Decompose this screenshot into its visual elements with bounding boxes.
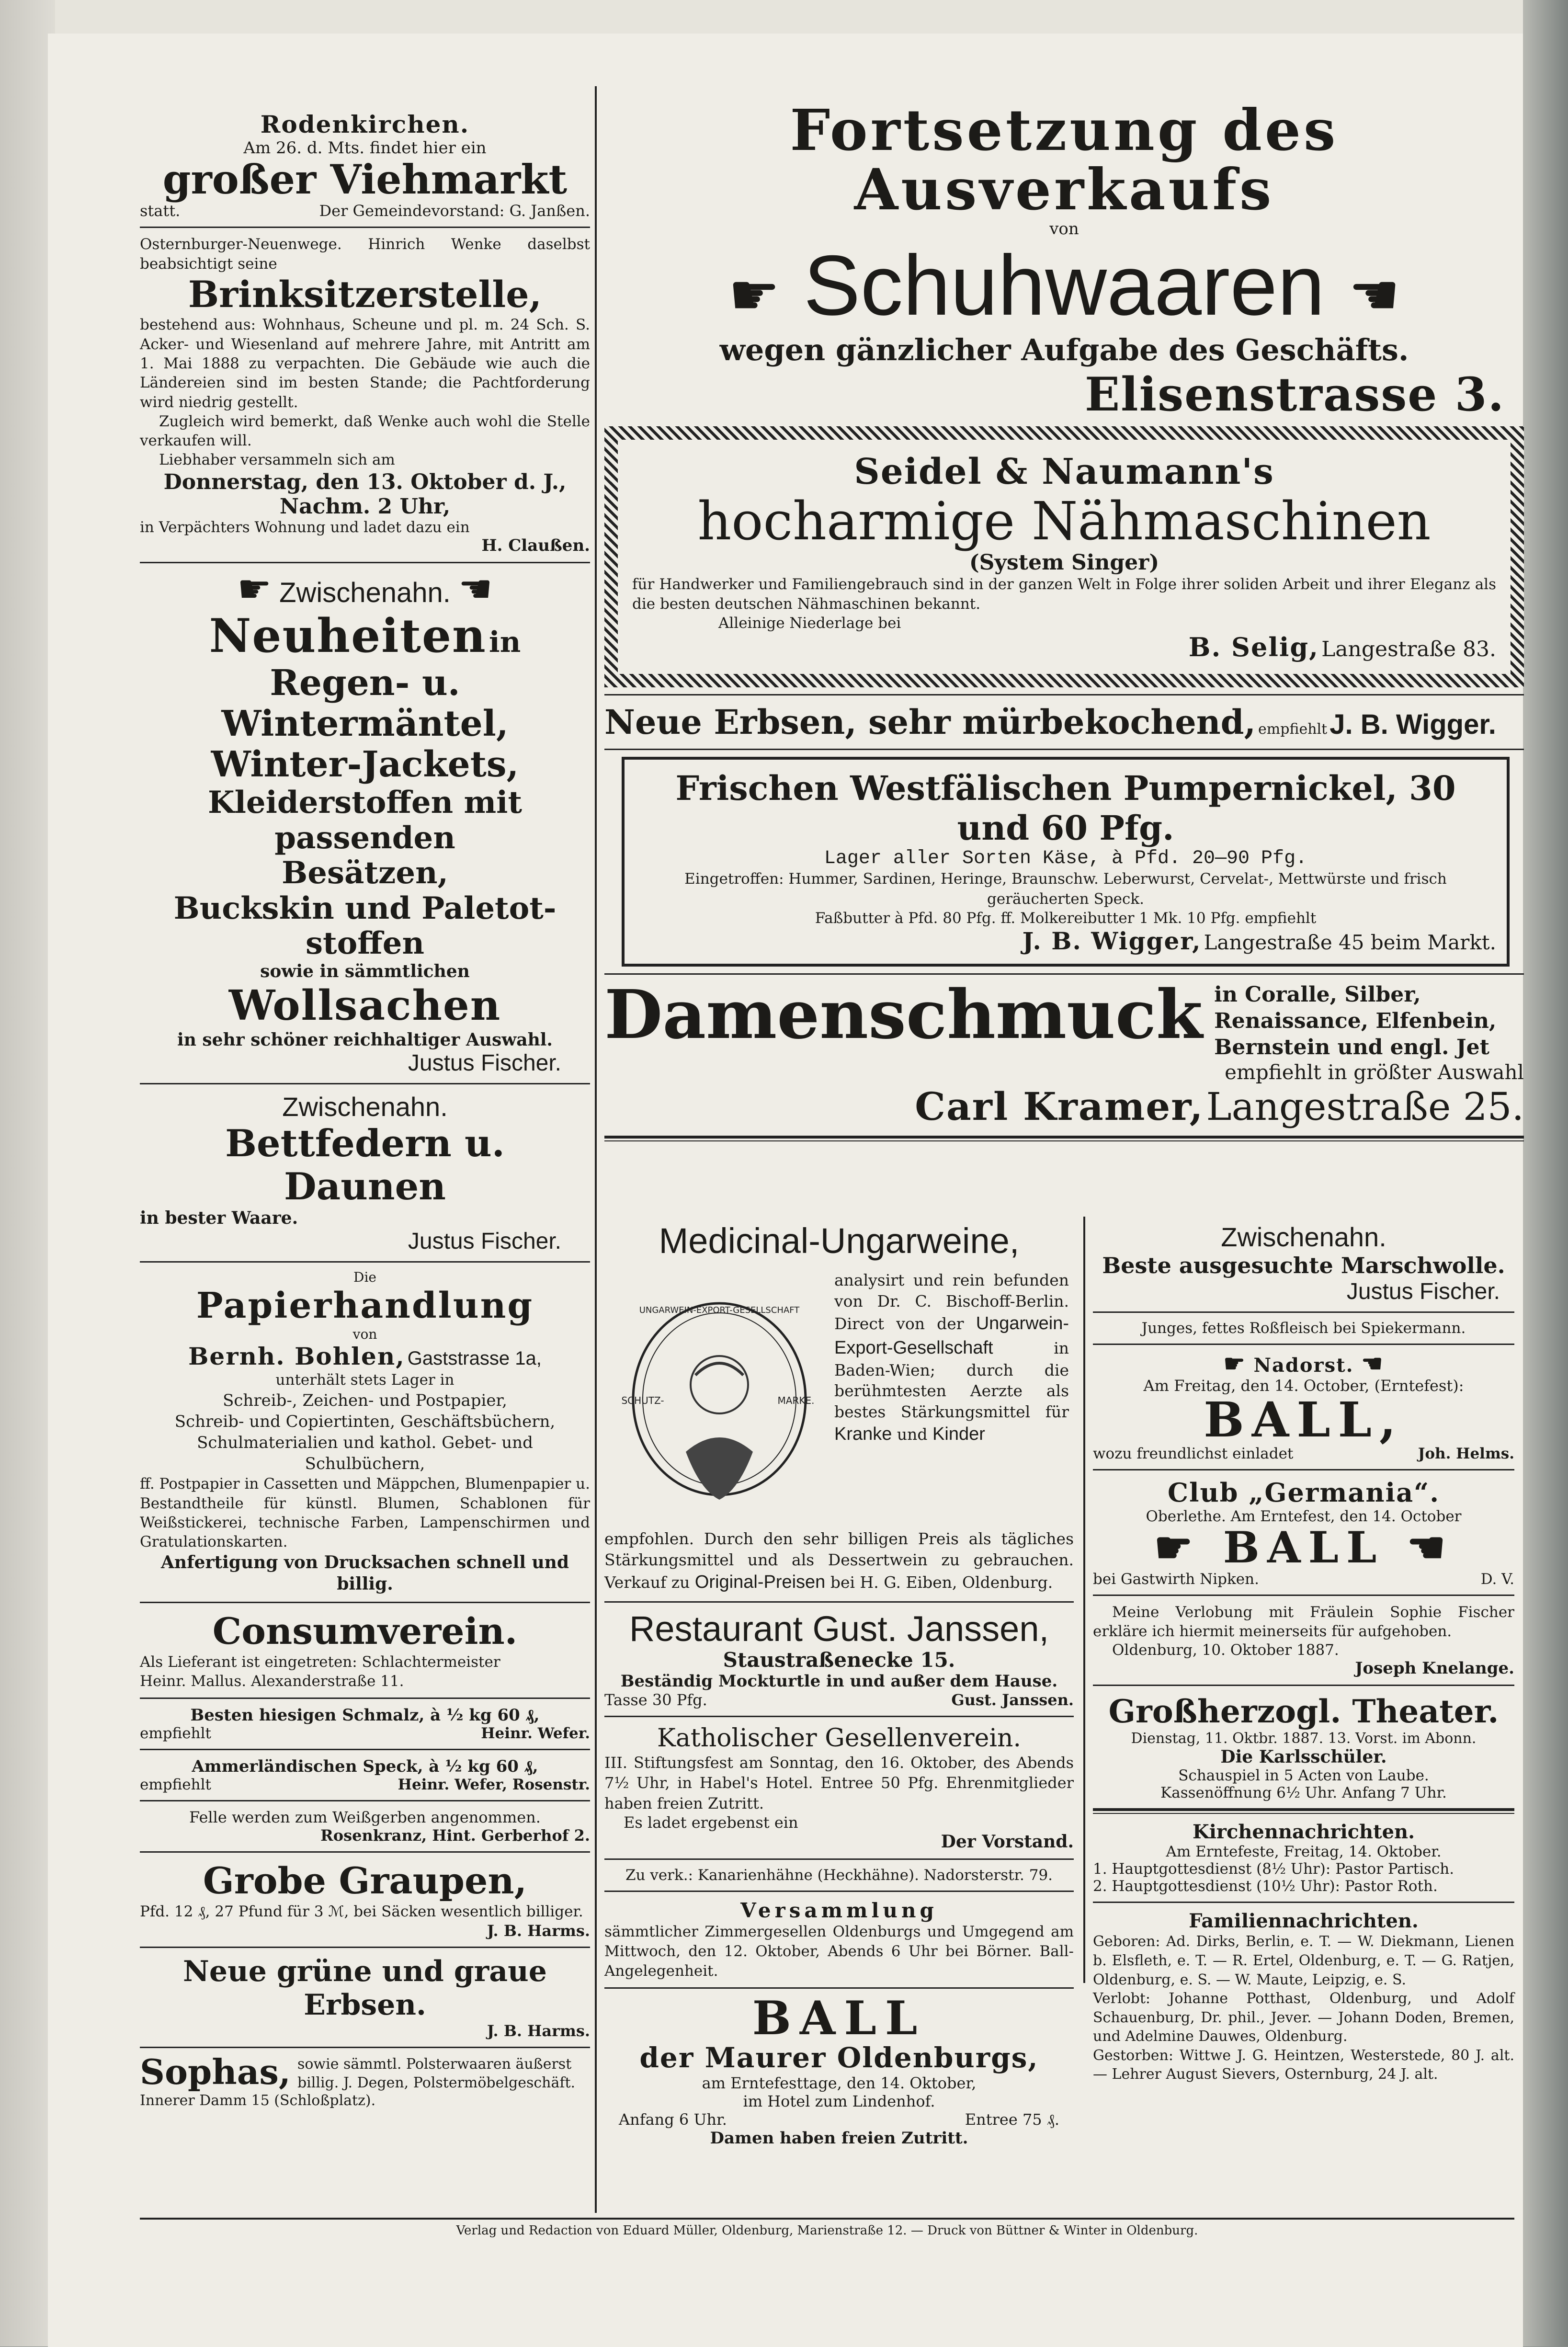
ad-text: Kinder <box>932 1424 985 1445</box>
ad-text: für Handwerker und Familiengebrauch sind in der ganzen Welt in Folge ihrer soliden Arbeit und ihrer Eleganz als die besten deutschen Nähmaschinen bekannt. <box>632 575 1496 613</box>
ad-text: Am Erntefeste, Freitag, 14. Oktober. <box>1166 1843 1442 1861</box>
ad-schuhwaaren <box>604 97 1524 422</box>
ad-headline: Neue Erbsen, sehr mürbekochend, <box>604 702 1256 742</box>
ad-address: Staustraßenecke 15. <box>723 1648 955 1672</box>
ad-signature: Heinr. Wefer. <box>481 1725 590 1743</box>
divider <box>140 562 590 563</box>
ad-place: Zwischenahn. <box>1221 1222 1386 1252</box>
ad-signature: Justus Fischer. <box>408 1229 561 1254</box>
ad-signature: Der Vorstand. <box>941 1831 1074 1852</box>
ad-place: Nadorst. <box>1253 1354 1354 1377</box>
ad-headline: BALL <box>752 1991 926 2046</box>
ad-text: in Coralle, Silber, Renaissance, Elfenbein, Bernstein und engl. Jet <box>1214 982 1497 1060</box>
ad-headline-large: Schuhwaaren <box>803 237 1325 333</box>
ad-restaurant-janssen <box>604 1609 1074 1709</box>
ad-papierhandlung <box>140 1269 590 1595</box>
divider <box>604 1601 1074 1603</box>
ad-text: Heinr. Mallus. Alexanderstraße 11. <box>140 1672 404 1690</box>
ad-date: Donnerstag, den 13. Oktober d. J., <box>163 469 567 494</box>
ad-text: Original-Preisen <box>694 1572 826 1593</box>
ad-line: Lager aller Sorten Käse, à Pfd. 20—90 Pfg. <box>824 848 1307 870</box>
pointing-hand-left-icon: ☚ <box>1361 1349 1384 1378</box>
ad-headline: Fortsetzung des Ausverkaufs <box>790 97 1339 223</box>
ad-text: bestehend aus: Wohnhaus, Scheune und pl. m. 24 Sch. S. Acker- und Wiesenland auf mehrere Jahre, mit Antritt am 1. Mai 1888 zu verpachten. Die Gebäude wie auch die Ländereien sind im besten Stande; die Pachtforderung wird niedrig gestellt. <box>140 316 590 411</box>
ad-signature: Rosenkranz, Hint. Gerberhof 2. <box>320 1826 590 1845</box>
ad-line: Regen- u. Wintermäntel, <box>221 662 509 744</box>
ad-text: am Erntefesttage, den 14. Oktober, <box>702 2074 977 2093</box>
ad-fischer-marschwolle <box>1093 1221 1514 1305</box>
divider <box>604 1891 1074 1892</box>
ad-signature: B. Selig, <box>1188 632 1319 663</box>
left-column <box>140 110 590 2109</box>
ad-brinksitzerstelle <box>140 235 590 555</box>
ad-text: empfiehlt <box>1258 721 1328 738</box>
ad-text: ff. Postpapier in Cassetten und Mäppchen, Blumenpapier u. Bestandtheile für künstl. Blumen, Schablonen für Weißstickerei, technische Farben, Lampenschirmen und Gratulationskarten. <box>140 1475 590 1551</box>
ad-headline: Sophas, <box>140 2051 291 2092</box>
ad-line: Besten hiesigen Schmalz, à ½ kg 60 ₰, <box>190 1706 540 1725</box>
ad-text: Faßbutter à Pfd. 80 Pfg. ff. Molkereibutter 1 Mk. 10 Pfg. empfiehlt <box>815 909 1317 927</box>
ad-text: Entree 75 ₰. <box>965 2110 1059 2129</box>
ad-headline: hocharmige Nähmaschinen <box>697 490 1431 552</box>
ad-headline: Consumverein. <box>212 1609 518 1652</box>
ad-signature: Justus Fischer. <box>408 1050 561 1076</box>
ad-versammlung <box>604 1899 1074 1981</box>
divider <box>604 694 1524 695</box>
right-column <box>604 97 1524 1148</box>
ad-text: Am Freitag, den 14. October, (Erntefest): <box>1143 1377 1464 1395</box>
ad-headline: großer Viehmarkt <box>162 156 568 203</box>
ad-text: Tasse 30 Pfg. <box>604 1691 707 1709</box>
ad-line: unterhält stets Lager in <box>275 1371 454 1389</box>
divider <box>604 1136 1524 1141</box>
ad-line: stoffen <box>305 925 425 962</box>
ad-name: Bernh. Bohlen, <box>188 1342 405 1371</box>
ad-text: in Verpächters Wohnung und ladet dazu ein <box>140 518 470 536</box>
ad-text: Beständig Mockturtle in und außer dem Hause. <box>620 1672 1058 1691</box>
ad-line: von <box>352 1326 377 1343</box>
ad-line: wegen gänzlicher Aufgabe des Geschäfts. <box>719 332 1409 367</box>
ad-text: Kassenöffnung 6½ Uhr. Anfang 7 Uhr. <box>1160 1784 1447 1802</box>
divider <box>140 227 590 228</box>
ad-sophas <box>140 2051 590 2092</box>
ad-damenschmuck <box>604 975 1524 1129</box>
ad-headline: Papierhandlung <box>196 1285 534 1327</box>
ad-text: Liebhaber versammeln sich am <box>159 451 395 469</box>
ad-place: Zwischenahn. <box>282 1092 448 1122</box>
ad-line: Besätzen, <box>282 855 448 891</box>
ad-text: sämmtlicher Zimmergesellen Oldenburgs und Umgegend am Mittwoch, den 12. Oktober, Abends 6 Uhr bei Börner. Ball-Angelegenheit. <box>604 1923 1074 1980</box>
ad-kirchennachrichten <box>1093 1821 1514 1895</box>
ad-signature: Joseph Knelange. <box>1355 1659 1514 1678</box>
footer-rule <box>140 2218 1514 2220</box>
ad-wigger-pumpernickel <box>622 757 1510 967</box>
ad-theater <box>1093 1693 1514 1801</box>
ad-line: in bester Waare. <box>140 1208 298 1229</box>
ad-line: Anfertigung von Drucksachen schnell und billig. <box>161 1552 569 1594</box>
divider <box>1093 1344 1514 1345</box>
ad-headline: Bettfedern u. Daunen <box>225 1122 505 1208</box>
ad-headline: Neuheiten <box>209 608 487 663</box>
section-heading: Kirchennachrichten. <box>1192 1821 1415 1844</box>
ad-text: sowie sämmtl. Polsterwaaren äußerst billig. J. Degen, Polstermöbelgeschäft. <box>297 2055 576 2091</box>
ad-text: analysirt und rein befunden von Dr. C. Bischoff-Berlin. Direct von der <box>834 1271 1069 1333</box>
pointing-hand-left-icon: ☚ <box>1348 262 1400 327</box>
ad-headline: Brinksitzerstelle, <box>188 273 542 316</box>
divider <box>1093 1808 1514 1814</box>
ad-text: Kranke <box>834 1424 892 1445</box>
ad-address: Innerer Damm 15 (Schloßplatz). <box>140 2092 376 2109</box>
ad-club-germania <box>1093 1477 1514 1588</box>
ad-headline: Medicinal-Ungarweine, <box>659 1221 1020 1261</box>
ad-text: Pfd. 12 ₰, 27 Pfund für 3 ℳ, bei Säcken wesentlich billiger. <box>140 1903 583 1921</box>
section-heading: Familiennachrichten. <box>1189 1910 1419 1933</box>
ad-line: Damen haben freien Zutritt. <box>710 2129 968 2148</box>
ad-address: Langestraße 25. <box>1206 1084 1524 1129</box>
ad-text: bei Gastwirth Nipken. <box>1093 1570 1259 1588</box>
ad-signature: Joh. Helms. <box>1418 1445 1514 1462</box>
ad-familiennachrichten <box>1093 1910 1514 2084</box>
ad-heading: Rodenkirchen. <box>260 110 470 138</box>
ad-text: empfiehlt <box>140 1776 211 1794</box>
ad-line: in sehr schöner reichhaltiger Auswahl. <box>177 1030 553 1050</box>
ad-line: Ammerländischen Speck, à ½ kg 60 ₰, <box>192 1757 538 1777</box>
ad-gesellenverein <box>604 1724 1074 1852</box>
ad-signature: Justus Fischer. <box>1346 1279 1500 1304</box>
ad-headline: Grobe Graupen, <box>203 1859 527 1903</box>
divider <box>604 973 1524 975</box>
ad-naehmaschinen <box>604 426 1524 688</box>
ad-text: Schauspiel in 5 Acten von Laube. <box>1178 1767 1429 1785</box>
ad-line: Winter-Jackets, <box>211 743 519 785</box>
ad-signature: H. Claußen. <box>481 535 590 555</box>
ad-consumverein <box>140 1610 590 1845</box>
pointing-hand-right-icon: ☛ <box>728 262 780 327</box>
ad-ball: BALL <box>1223 1522 1385 1573</box>
divider <box>1093 1469 1514 1470</box>
ad-time: Nachm. 2 Uhr, <box>279 494 451 519</box>
ad-text: im Hotel zum Lindenhof. <box>743 2092 935 2111</box>
ad-line: Schulmaterialien und kathol. Gebet- und <box>197 1433 533 1453</box>
ad-text: Anfang 6 Uhr. <box>619 2110 727 2129</box>
ad-text: in <box>489 625 521 659</box>
ad-signature: Carl Kramer, <box>915 1083 1204 1129</box>
ad-line: Schreib- und Copiertinten, Geschäftsbüchern, <box>174 1412 556 1431</box>
ad-signature: Gust. Janssen. <box>951 1691 1074 1709</box>
ad-headline: Katholischer Gesellenverein. <box>657 1724 1021 1753</box>
ad-text: empfiehlt <box>140 1725 211 1743</box>
divider <box>1093 1685 1514 1686</box>
ad-text: in Baden-Wien; durch die berühmtesten Aerzte als bestes Stärkungsmittel für <box>834 1338 1069 1421</box>
ad-text: Zugleich wird bemerkt, daß Wenke auch wohl die Stelle verkaufen will. <box>140 412 590 450</box>
seal-label: MARKE. <box>777 1395 815 1407</box>
ad-text: Eingetroffen: Hummer, Sardinen, Heringe, Braunschw. Leberwurst, Cervelat-, Mettwürste und frisch geräucherten Speck. <box>684 870 1447 908</box>
ad-line: Buckskin und Paletot- <box>173 890 557 926</box>
ad-address: Langestraße 45 beim Markt. <box>1204 930 1496 954</box>
ad-text: bei H. G. Eiben, Oldenburg. <box>830 1573 1053 1592</box>
ad-line: von <box>1049 219 1079 239</box>
ad-text: empfohlen. Durch den sehr billigen Preis als tägliches Stärkungsmittel und als Dessertwein zu gebrauchen. Verkauf zu <box>604 1529 1074 1592</box>
ad-text: Meine Verlobung mit Fräulein Sophie Fischer erkläre ich hiermit meinerseits für aufgehoben. <box>1093 1603 1514 1641</box>
divider <box>1093 1311 1514 1313</box>
sub-column-rule <box>1083 1217 1085 1983</box>
ad-text: und <box>897 1425 928 1444</box>
ad-headline: Beste ausgesuchte Marschwolle. <box>1102 1253 1505 1278</box>
ad-text: Am 26. d. Mts. findet hier ein <box>243 138 487 158</box>
ad-line: Schulbüchern, <box>305 1454 425 1474</box>
ad-address: Langestraße 83. <box>1321 637 1496 662</box>
ad-line: sowie in sämmtlichen <box>260 961 470 981</box>
divider <box>604 749 1524 750</box>
divider <box>140 1749 590 1750</box>
ad-headline: Damenschmuck <box>604 975 1203 1054</box>
ad-text: Verlobt: Johanne Potthast, Oldenburg, und Adolf Schauenburg, Dr. phil., Jever. — Johann Doden, Bremen, und Adelmine Dauwes, Oldenburg. <box>1093 1990 1514 2045</box>
divider <box>140 1602 590 1603</box>
ad-line: Die <box>353 1269 376 1286</box>
pointing-hand-left-icon: ☚ <box>1407 1522 1454 1573</box>
ad-text: Alleinige Niederlage bei <box>718 615 901 632</box>
ad-ball-maurer <box>604 1991 1074 2148</box>
ad-ungarweine <box>604 1221 1074 1595</box>
ad-erbsen-harms <box>140 1955 590 2040</box>
ad-text: wozu freundlichst einladet <box>1093 1445 1294 1462</box>
ad-wigger-erbsen <box>604 702 1524 742</box>
ad-headline: BALL, <box>1204 1391 1404 1448</box>
divider <box>140 1947 590 1948</box>
ad-text: Geboren: Ad. Dirks, Berlin, e. T. — W. Diekmann, Lienen b. Elsfleth, e. T. — R. Ertel, Oldenburg, e. T. — G. Ratjen, Oldenburg, e. S. — W. Maute, Leipzig, e. S. <box>1093 1933 1514 1988</box>
page-edge <box>1523 0 1568 2347</box>
ad-line: der Maurer Oldenburgs, <box>639 2041 1039 2074</box>
ad-text: Als Lieferant ist eingetreten: Schlachtermeister <box>140 1653 500 1671</box>
ad-text: Dienstag, 11. Oktbr. 1887. 13. Vorst. im Abonn. <box>1131 1730 1477 1747</box>
ad-signature: D. V. <box>1480 1570 1514 1588</box>
right-subcolumn <box>1093 1221 1514 2084</box>
ad-verlobung <box>1093 1603 1514 1678</box>
divider <box>140 1261 590 1263</box>
column-rule <box>595 86 597 2213</box>
ad-headline: Frischen Westfälischen Pumpernickel, 30 und 60 Pfg. <box>675 768 1456 848</box>
divider <box>140 2047 590 2048</box>
ad-headline: Versammlung <box>740 1898 938 1922</box>
ad-text: Gestorben: Wittwe J. G. Heintzen, Westerstede, 80 J. alt. — Lehrer August Sievers, Osternburg, 24 J. alt. <box>1093 2047 1514 2083</box>
divider <box>140 1698 590 1699</box>
trademark-seal-icon <box>614 1279 825 1528</box>
ad-text: empfiehlt in größter Auswahl <box>1225 1060 1524 1084</box>
seal-label: SCHUTZ- <box>621 1395 664 1407</box>
divider <box>1093 1595 1514 1596</box>
pointing-hand-right-icon: ☛ <box>1223 1349 1246 1378</box>
ad-text: 1. Hauptgottesdienst (8½ Uhr): Pastor Partisch. <box>1093 1860 1454 1878</box>
middle-subcolumn <box>604 1221 1074 2148</box>
ad-address: Elisenstrasse 3. <box>1084 367 1505 422</box>
ad-signature: Der Gemeindevorstand: G. Janßen. <box>319 202 590 220</box>
divider <box>140 1851 590 1853</box>
ad-line: (System Singer) <box>969 550 1159 575</box>
ad-signature: J. B. Harms. <box>487 1921 590 1940</box>
ad-text: Osternburger-Neuenwege. Hinrich Wenke daselbst beabsichtigt seine <box>140 236 590 273</box>
ad-text: Es ladet ergebenst ein <box>624 1813 798 1832</box>
ad-signature: J. B. Harms. <box>487 2021 590 2040</box>
ad-headline: Club „Germania“. <box>1167 1477 1440 1508</box>
ad-headline: Restaurant Gust. Janssen, <box>629 1608 1049 1649</box>
ad-graupen <box>140 1859 590 1939</box>
seal-label: UNGARWEIN-EXPORT-GESELLSCHAFT <box>639 1305 800 1316</box>
ad-spiekermann: Junges, fettes Roßfleisch bei Spiekermann. <box>1141 1320 1466 1337</box>
divider <box>604 1987 1074 1989</box>
divider <box>604 1858 1074 1860</box>
ad-headline: Wollsachen <box>228 981 501 1030</box>
ad-line: Schreib-, Zeichen- und Postpapier, <box>223 1390 507 1410</box>
divider <box>140 1800 590 1801</box>
ad-place: Zwischenahn. <box>279 577 451 608</box>
ad-text: 2. Hauptgottesdienst (10½ Uhr): Pastor Roth. <box>1093 1878 1438 1895</box>
ad-text: III. Stiftungsfest am Sonntag, den 16. Oktober, des Abends 7½ Uhr, in Habel's Hotel. Entree 50 Pfg. Ehrenmitglieder haben freien Zutritt. <box>604 1754 1074 1812</box>
ad-headline: Neue grüne und graue Erbsen. <box>183 1954 547 2022</box>
ad-signature: J. B. Wigger, <box>1022 926 1202 955</box>
ad-line: Kleiderstoffen mit passenden <box>207 785 523 856</box>
pointing-hand-right-icon: ☛ <box>1154 1522 1201 1573</box>
ad-text: Oldenburg, 10. Oktober 1887. <box>1112 1641 1339 1659</box>
ad-text: Ungarwein-Export-Gesellschaft <box>834 1313 1069 1358</box>
ad-address: Gaststrasse 1a, <box>407 1348 542 1369</box>
divider <box>1093 1902 1514 1903</box>
ad-text: statt. <box>140 202 181 220</box>
binding-shadow <box>0 0 55 2347</box>
imprint: Verlag und Redaction von Eduard Müller, Oldenburg, Marienstraße 12. — Druck von Büttner & Winter in Oldenburg. <box>456 2223 1198 2238</box>
ad-headline: Großherzogl. Theater. <box>1108 1693 1499 1731</box>
divider <box>604 1716 1074 1717</box>
ad-rodenkirchen <box>140 110 590 220</box>
ad-text: Oberlethe. Am Erntefest, den 14. October <box>1146 1508 1462 1525</box>
divider <box>140 1083 590 1084</box>
pointing-hand-left-icon: ☚ <box>458 567 493 610</box>
ad-signature: Heinr. Wefer, Rosenstr. <box>398 1776 590 1794</box>
ad-fischer-neuheiten <box>140 567 590 1076</box>
ad-name: Seidel & Naumann's <box>854 451 1274 492</box>
ad-ball-nadorst <box>1093 1349 1514 1462</box>
ad-line: Die Karlsschüler. <box>1220 1747 1387 1767</box>
ad-kanarien: Zu verk.: Kanarienhähne (Heckhähne). Nadorsterstr. 79. <box>625 1866 1053 1884</box>
ad-fischer-bettfedern <box>140 1091 590 1254</box>
ad-line: Felle werden zum Weißgerben angenommen. <box>189 1808 541 1827</box>
pointing-hand-right-icon: ☛ <box>237 567 272 610</box>
ad-signature: J. B. Wigger. <box>1329 709 1496 741</box>
